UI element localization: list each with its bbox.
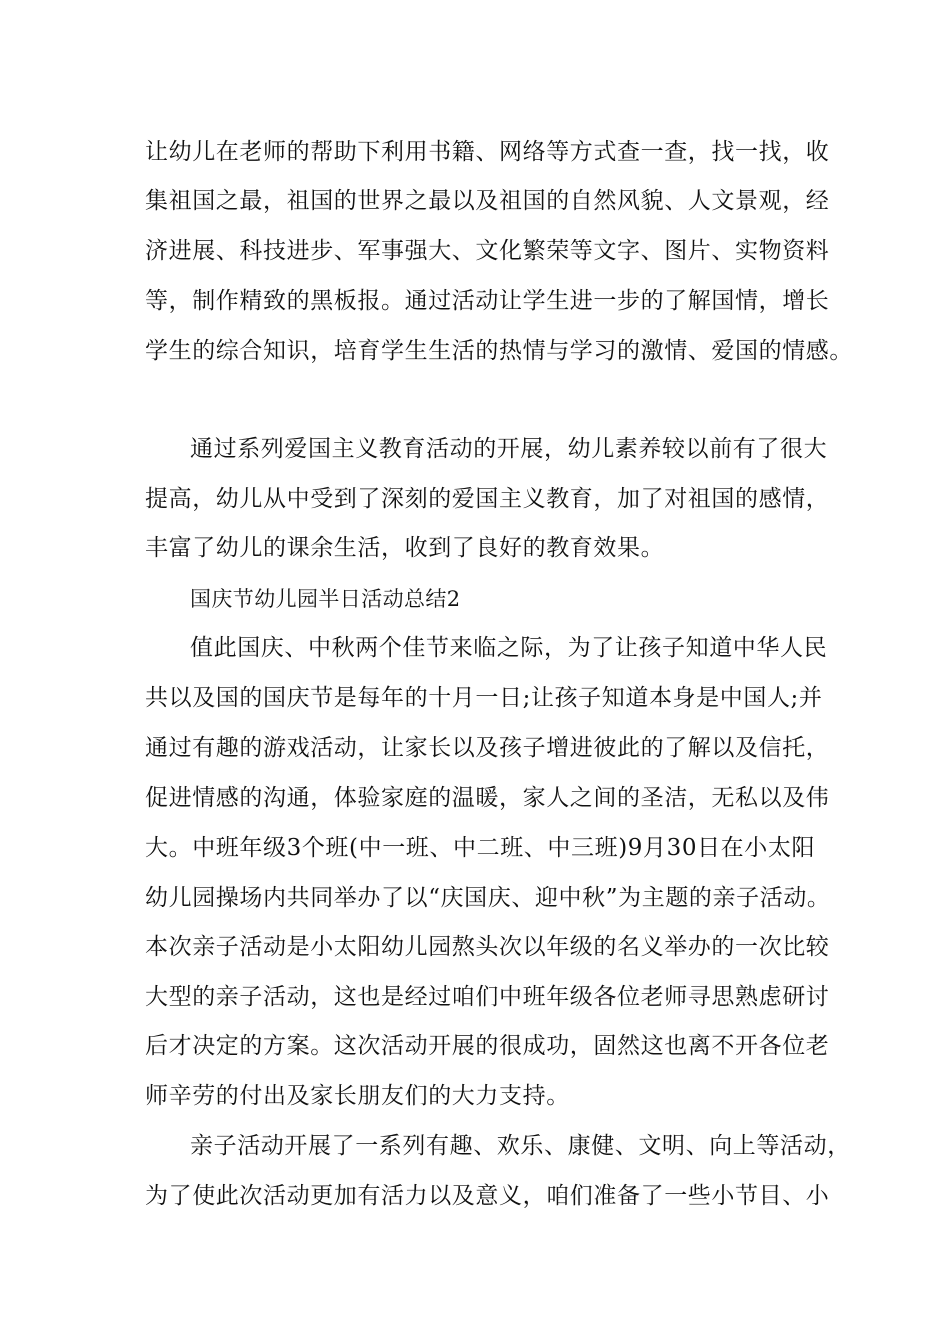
paragraph-line: 集祖国之最，祖国的世界之最以及祖国的自然风貌、人文景观，经 bbox=[145, 188, 830, 214]
paragraph-line: 大。中班年级3个班(中一班、中二班、中三班)9月30日在小太阳 bbox=[145, 835, 816, 861]
section-title: 国庆节幼儿园半日活动总结2 bbox=[190, 587, 461, 611]
paragraph-line: 济进展、科技进步、军事强大、文化繁荣等文字、图片、实物资料 bbox=[145, 238, 830, 264]
paragraph-line: 学生的综合知识，培育学生生活的热情与学习的激情、爱国的情感。 bbox=[145, 338, 853, 364]
paragraph-line: 等，制作精致的黑板报。通过活动让学生进一步的了解国情，增长 bbox=[145, 288, 830, 314]
paragraph-line: 值此国庆、中秋两个佳节来临之际，为了让孩子知道中华人民 bbox=[190, 635, 828, 661]
paragraph-line: 让幼儿在老师的帮助下利用书籍、网络等方式查一查，找一找，收 bbox=[145, 139, 830, 165]
paragraph-line: 促进情感的沟通，体验家庭的温暖，家人之间的圣洁，无私以及伟 bbox=[145, 785, 830, 811]
paragraph-line: 亲子活动开展了一系列有趣、欢乐、康健、文明、向上等活动， bbox=[190, 1133, 851, 1159]
paragraph-line: 后才决定的方案。这次活动开展的很成功，固然这也离不开各位老 bbox=[145, 1033, 830, 1059]
paragraph-line: 丰富了幼儿的课余生活，收到了良好的教育效果。 bbox=[145, 535, 665, 561]
paragraph-line: 通过系列爱国主义教育活动的开展，幼儿素养较以前有了很大 bbox=[190, 436, 828, 462]
paragraph-line: 幼儿园操场内共同举办了以“庆国庆、迎中秋”为主题的亲子活动。 bbox=[145, 885, 831, 911]
paragraph-line: 为了使此次活动更加有活力以及意义，咱们准备了一些小节目、小 bbox=[145, 1183, 830, 1209]
paragraph-line: 通过有趣的游戏活动，让家长以及孩子增进彼此的了解以及信托， bbox=[145, 735, 830, 761]
paragraph-line: 师辛劳的付出及家长朋友们的大力支持。 bbox=[145, 1083, 570, 1109]
paragraph-line: 共以及国的国庆节是每年的十月一日;让孩子知道本身是中国人;并 bbox=[145, 685, 823, 711]
paragraph-line: 本次亲子活动是小太阳幼儿园熬头次以年级的名义举办的一次比较 bbox=[145, 934, 830, 960]
paragraph-line: 提高，幼儿从中受到了深刻的爱国主义教育，加了对祖国的感情， bbox=[145, 486, 830, 512]
paragraph-line: 大型的亲子活动，这也是经过咱们中班年级各位老师寻思熟虑研讨 bbox=[145, 984, 830, 1010]
